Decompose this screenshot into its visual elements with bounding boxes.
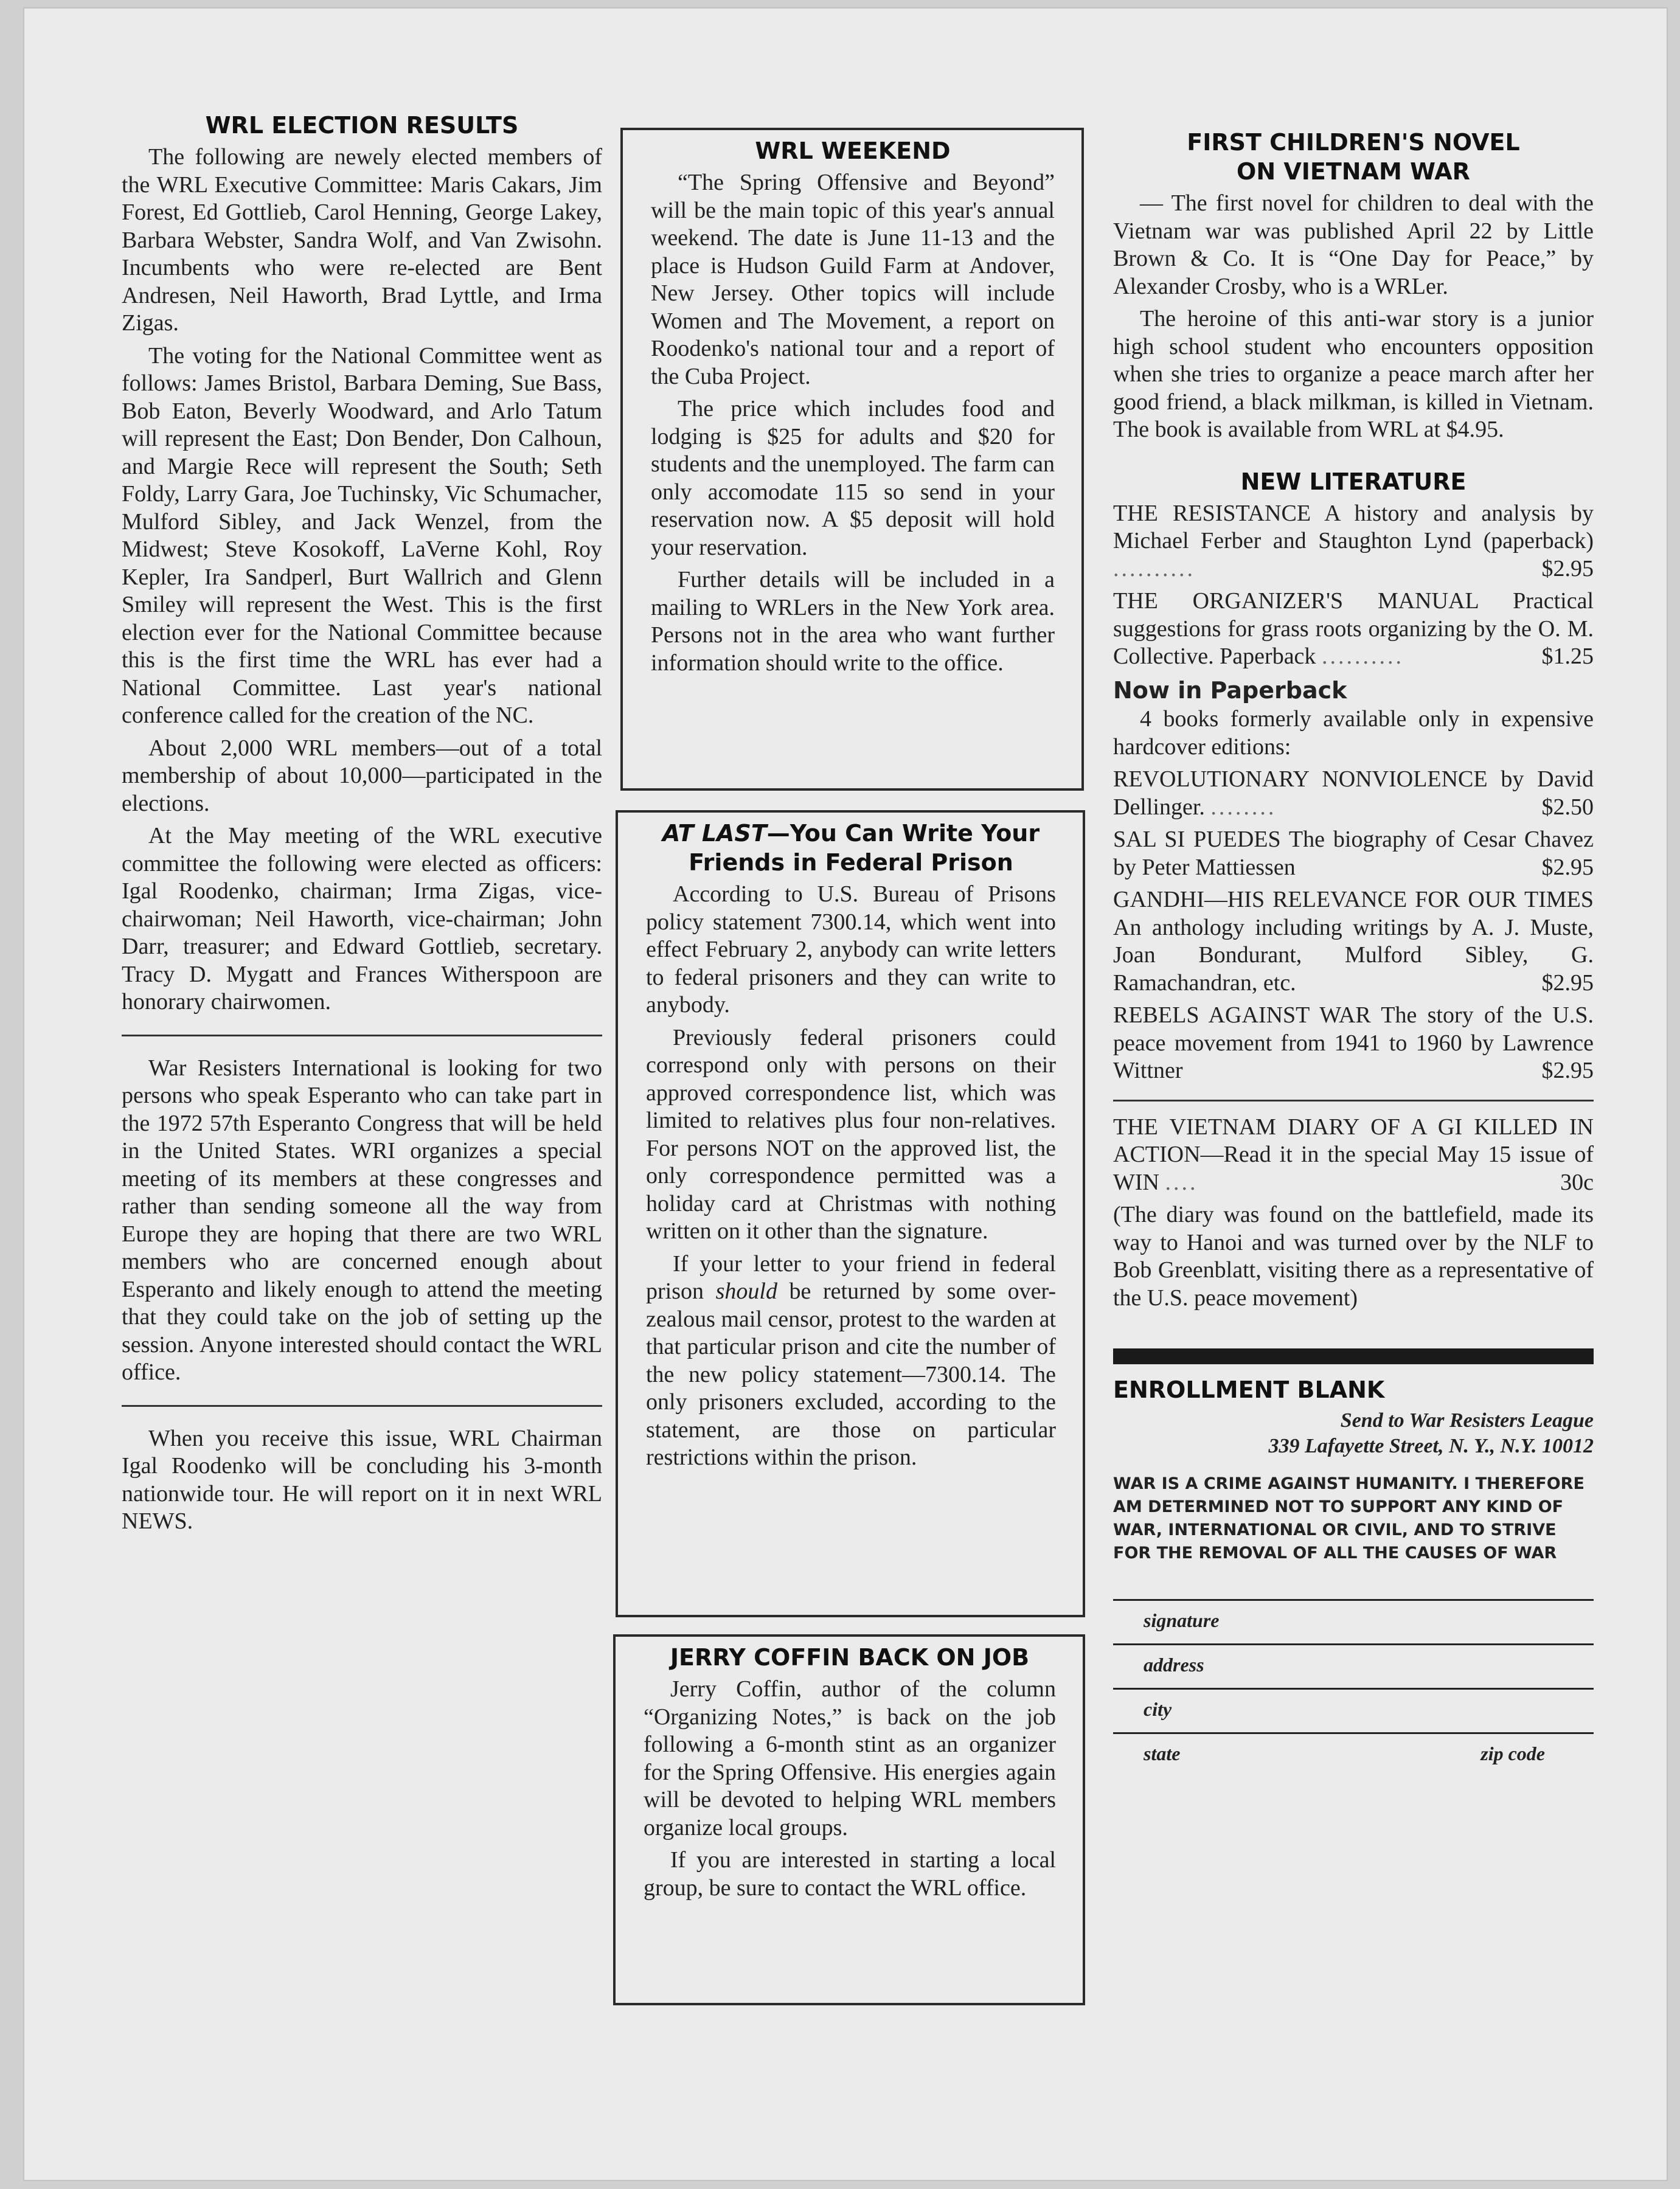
paperback-item-text: GANDHI—HIS RELEVANCE FOR OUR TIMES An anthology including writings by A. J. Muste, Joan Bondurant, Mulford Sibley, G. Ramachandran, etc. xyxy=(1113,887,1594,996)
leader-dots: .......... xyxy=(1113,555,1195,581)
paperback-item-price: $2.95 xyxy=(1541,854,1594,880)
literature-item xyxy=(1113,588,1594,671)
prison-last-italic: should xyxy=(715,1278,777,1304)
paperback-item-price: $2.95 xyxy=(1541,1058,1594,1083)
paperback-item xyxy=(1113,1002,1594,1085)
divider xyxy=(122,1035,602,1036)
novel-title-line2: ON VIETNAM WAR xyxy=(1237,158,1470,185)
election-paragraph: The voting for the National Committee went as follows: James Bristol, Barbara Deming, Sue Bass, Bob Eaton, Beverly Woodward, and Arlo Tatum will represent the East; Don Bender, Don Calhoun, and Margie Rece will represent the South; Seth Foldy, Larry Gara, Joe Tuchinsky, Vic Schumacher, Mulford Sibley, and Jack Wenzel, from the Midwest; Steve Kosokoff, LaVerne Kohl, Roy Kepler, Ira Sandperl, Burt Wallrich and Glenn Smiley will represent the West. This is the first election ever for the National Committee because this is the first time the WRL has ever had a National Committee. Last year's national conference called for the creation of the NC. xyxy=(122,342,602,728)
literature-item xyxy=(1113,500,1594,583)
novel-paragraph: — The first novel for children to deal with the Vietnam war was published April 22 by Little Brown & Co. It is “One Day for Peace,” by Alexander Crosby, who is a WRLer. xyxy=(1113,190,1594,299)
paperback-item xyxy=(1113,886,1594,997)
coffin-paragraph: If you are interested in starting a local group, be sure to contact the WRL office. xyxy=(644,1847,1056,1901)
state-field[interactable] xyxy=(1113,1732,1594,1777)
prison-title-rest: —You Can Write Your Friends in Federal Prison xyxy=(689,820,1040,876)
enrollment-bar xyxy=(1113,1348,1594,1364)
election-paragraph: At the May meeting of the WRL executive committee the following were elected as officers: Igal Roodenko, chairman; Irma Zigas, vice-chairwoman; Neil Haworth, vice-chairman; John Darr, treasurer; and Edward Gottlieb, secretary. Tracy D. Mygatt and Frances Witherspoon are honorary chairwomen. xyxy=(122,823,602,1015)
literature-item-text: THE ORGANIZER'S MANUAL Practical suggestions for grass roots organizing by the O. M. Collective. Paperback xyxy=(1113,588,1594,669)
city-field[interactable] xyxy=(1113,1688,1594,1732)
prison-title xyxy=(646,819,1056,877)
diary-item xyxy=(1113,1114,1594,1197)
coffin-box xyxy=(613,1634,1085,2005)
prison-box xyxy=(616,810,1085,1617)
left-column xyxy=(122,111,602,1541)
paperback-item-text: REBELS AGAINST WAR The story of the U.S. peace movement from 1941 to 1960 by Lawrence Wittner xyxy=(1113,1002,1594,1083)
paperback-item-price: $2.95 xyxy=(1541,970,1594,996)
novel-paragraph: The heroine of this anti-war story is a junior high school student who encounters opposition when she tries to organize a peace march after her good friend, a black milkman, is killed in Vietnam. The book is available from WRL at $4.95. xyxy=(1113,306,1594,442)
leader-dots: .... xyxy=(1165,1169,1198,1195)
weekend-box xyxy=(620,128,1084,791)
address-label: address xyxy=(1144,1654,1204,1676)
diary-price: 30c xyxy=(1560,1169,1594,1195)
prison-paragraph: According to U.S. Bureau of Prisons policy statement 7300.14, which went into effect February 2, anybody can write letters to federal prisoners and they can write to anybody. xyxy=(646,881,1056,1018)
enrollment-title: ENROLLMENT BLANK xyxy=(1113,1376,1385,1403)
literature-item-text: THE RESISTANCE A history and analysis by Michael Ferber and Staughton Lynd (paperback) xyxy=(1113,500,1594,553)
newsletter-page xyxy=(23,7,1668,2181)
election-title: WRL ELECTION RESULTS xyxy=(205,112,519,139)
enrollment-pledge: WAR IS A CRIME AGAINST HUMANITY. I THEREFORE AM DETERMINED NOT TO SUPPORT ANY KIND OF WAR, INTERNATIONAL OR CIVIL, AND TO STRIVE FOR THE REMOVAL OF ALL THE CAUSES OF WAR xyxy=(1113,1474,1585,1563)
signature-field[interactable] xyxy=(1113,1599,1594,1643)
literature-item-price: $1.25 xyxy=(1541,644,1594,669)
election-paragraph: About 2,000 WRL members—out of a total membership of about 10,000—participated in the elections. xyxy=(122,735,602,816)
prison-last-after: be returned by some over-zealous mail censor, protest to the warden at that particular prison and cite the number of the new policy statement—7300.14. The only prisoners excluded, according to the statement, are those on particular restrictions within the prison. xyxy=(646,1278,1056,1470)
literature-title: NEW LITERATURE xyxy=(1240,468,1467,495)
tour-paragraph: When you receive this issue, WRL Chairman Igal Roodenko will be concluding his 3-month nationwide tour. He will report on it in next WRL NEWS. xyxy=(122,1425,602,1534)
weekend-paragraph: “The Spring Offensive and Beyond” will be the main topic of this year's annual weekend. The date is June 11-13 and the place is Hudson Guild Farm at Andover, New Jersey. Other topics will include Women and The Movement, a report on Roodenko's national tour and a report of the Cuba Project. xyxy=(651,170,1055,389)
paperback-item-price: $2.50 xyxy=(1541,794,1594,820)
novel-title xyxy=(1113,128,1594,186)
coffin-title: JERRY COFFIN BACK ON JOB xyxy=(670,1644,1030,1671)
weekend-title: WRL WEEKEND xyxy=(755,137,951,164)
prison-last-before: If your letter to your friend in federal prison xyxy=(646,1251,1056,1304)
paperback-intro: 4 books formerly available only in expensive hardcover editions: xyxy=(1113,706,1594,760)
right-column xyxy=(1113,128,1594,1777)
weekend-paragraph: Further details will be included in a mailing to WRLers in the New York area. Persons not in the area who want further information should write to the office. xyxy=(651,567,1055,676)
paperback-item-text: SAL SI PUEDES The biography of Cesar Chavez by Peter Mattiessen xyxy=(1113,827,1594,880)
enrollment-send-line2: 339 Lafayette Street, N. Y., N.Y. 10012 xyxy=(1268,1435,1594,1457)
coffin-paragraph: Jerry Coffin, author of the column “Organizing Notes,” is back on the job following a 6-month stint as an organizer for the Spring Offensive. His energies again will be devoted to helping WRL members organize local groups. xyxy=(644,1676,1056,1840)
paperback-item-text: REVOLUTIONARY NONVIOLENCE by David Dellinger. xyxy=(1113,766,1594,820)
address-field[interactable] xyxy=(1113,1643,1594,1688)
state-label: state xyxy=(1144,1743,1181,1764)
leader-dots: .......... xyxy=(1321,644,1404,669)
city-label: city xyxy=(1144,1698,1172,1720)
prison-paragraph: Previously federal prisoners could correspond only with persons on their approved correspondence list, which was limited to relatives plus four non-relatives. For persons NOT on the approved list, the only correspondence permitted was a holiday card at Christmas with nothing written on it other than the signature. xyxy=(646,1024,1056,1244)
prison-paragraph-last xyxy=(646,1251,1056,1472)
signature-label: signature xyxy=(1144,1609,1220,1631)
enrollment-send-line1: Send to War Resisters League xyxy=(1340,1409,1594,1432)
divider xyxy=(1113,1100,1594,1101)
prison-title-italic: AT LAST xyxy=(662,820,767,847)
novel-title-line1: FIRST CHILDREN'S NOVEL xyxy=(1187,129,1520,156)
wri-paragraph: War Resisters International is looking for two persons who speak Esperanto who can take part in the 1972 57th Esperanto Congress that will be held in the United States. WRI organizes a special meeting of its members at these congresses and rather than sending someone all the way from Europe they are hoping that there are two WRL members who are concerned enough about Esperanto and likely enough to attend the meeting that they could take on the job of setting up the session. Anyone interested should contact the WRL office. xyxy=(122,1055,602,1385)
election-paragraph: The following are newely elected members of the WRL Executive Committee: Maris Cakars, Jim Forest, Ed Gottlieb, Carol Henning, George Lakey, Barbara Webster, Sandra Wolf, and Van Zwisohn. Incumbents who were re-elected are Bent Andresen, Neil Haworth, Brad Lyttle, and Irma Zigas. xyxy=(122,144,602,336)
paperback-item xyxy=(1113,766,1594,821)
paperback-item xyxy=(1113,826,1594,881)
paperback-title: Now in Paperback xyxy=(1113,676,1347,704)
diary-note: (The diary was found on the battlefield, made its way to Hanoi and was turned over by the NLF to Bob Greenblatt, visiting there as a representative of the U.S. peace movement) xyxy=(1113,1202,1594,1311)
weekend-paragraph: The price which includes food and lodging is $25 for adults and $20 for students and the unemployed. The farm can only accomodate 115 so send in your reservation now. A $5 deposit will hold your reservation. xyxy=(651,396,1055,560)
literature-item-price: $2.95 xyxy=(1541,555,1594,581)
leader-dots: ........ xyxy=(1210,794,1277,820)
zip-label: zip code xyxy=(1480,1743,1545,1764)
divider xyxy=(122,1405,602,1407)
diary-text: THE VIETNAM DIARY OF A GI KILLED IN ACTION—Read it in the special May 15 issue of WIN xyxy=(1113,1114,1594,1195)
